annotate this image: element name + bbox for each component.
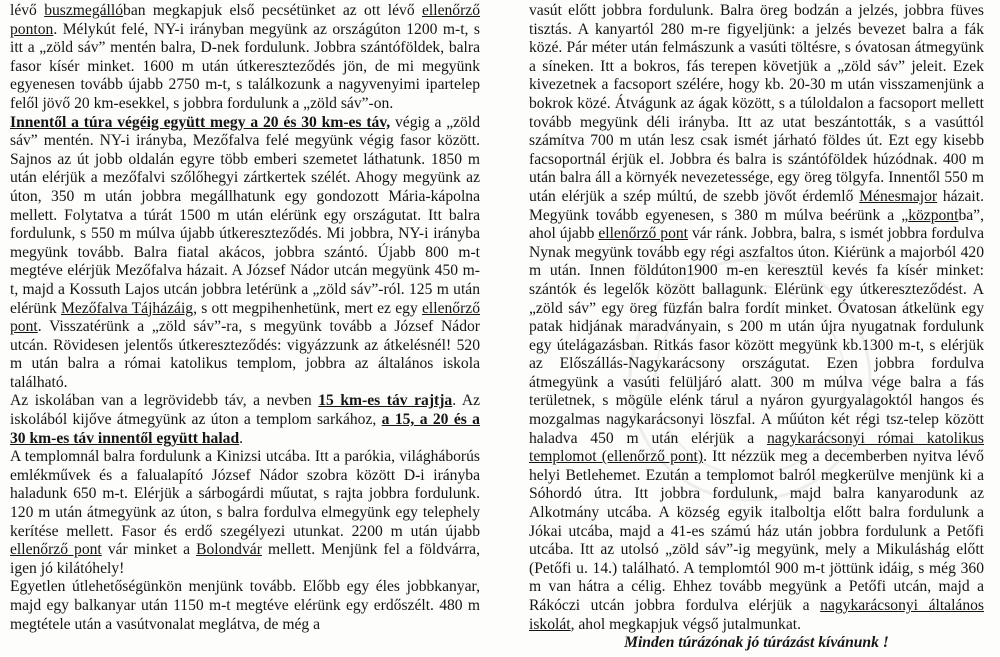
place-link: buszmegálló (44, 2, 124, 19)
text-span: . Az iskolából kijőve átmegyünk az úton a templom sarkához, (10, 392, 480, 429)
text-span: Az iskolában van a legrövidebb táv, a nevben (10, 392, 319, 410)
checkpoint-link: nagykarácsonyi római katolikus templomot (ellenőrző pont) (529, 429, 985, 466)
place-link: Mezőfalva Tájházáig (61, 299, 194, 317)
text-span: Egyetlen útlehetőségünkön menjünk tovább. Előbb egy éles jobbkanyar, majd egy balkanyar után 1150 m-t megtéve elérünk egy erdőszélt. 480 m megtétele után a vasútvonalat meglátva, de még a (10, 578, 480, 633)
text-span: mellett. Menjünk fel a földvárra, igen jó kilátóhely! (10, 541, 480, 577)
paragraph (529, 2, 984, 634)
text-span: lévő (10, 2, 45, 19)
checkpoint-link: ellenőrző ponton (10, 2, 480, 38)
text-span: végig a „zöld sáv” mentén. NY-i irányba, Mezőfalva felé megyünk végig fasor között. Sajnos az út jobb oldalán egyre több emberi szemetet láthatunk. 1850 m után elérjük a mezőfalvi szőlőhegyi zártkertek szélét. Ahogy megyünk az úton, 350 m után jobbra megállhatunk egy gondozott Mária-kápolna mellett. Folytatva a túrát 1500 m után elérünk egy országutat. Itt balra fordulunk, s 550 m múlva újabb útkereszteződés. Mi jobbra, NY-i irányba megyünk tovább. Balra fiatal akácos, jobbra szántó. Újabb 800 m-t megtéve elérjük Mezőfalva házait. A József Nádor utcán megyünk 450 m-t, majd a Kossuth Lajos utcán jobbra letérünk a „zöld sáv”-ról. 125 m után elérünk (10, 113, 480, 317)
text-span: . Mélykút felé, NY-i irányban megyünk az országúton 1200 m-t, s itt a „zöld sáv” mentén balra, D-nek fordulunk. Jobbra szántóföldek, balra fasor kísér minket. 1600 m után útkereszteződés jön, de mi megyünk egyenesen tovább újabb 2750 m-t, s találkozunk a nagyvenyimi ipartelep felől jövő 20 km-esekkel, s jobbra fordulunk a „zöld sáv”-on. (10, 20, 480, 112)
paragraph (10, 578, 480, 634)
text-span: vasút előtt jobbra fordulunk. Balra öreg bodzán a jelzés, jobbra füves tisztás. A kanyartól 280 m-re figyeljünk: a jelzés bevezet balra a fák közé. Pár méter után felmászunk a vasúti töltésre, s óvatosan átmegyünk a síneken. Itt a bokros, fás terepen követjük a „zöld sáv” jeleit. Ezek kivezetnek a facsoport szélére, hogy kb. 20-30 m után visszamenjünk a bokrok közé. Átvágunk az ágak között, s a túloldalon a facsoport mellett tovább megyünk déli irányba. Itt az utat beszántották, s a vasúttól számítva 700 m után lesz csak ismét járható földes út. Ezt egy kisebb facsoportnál érjük el. Jobbra és balra is szántóföldek húzódnak. 400 m után balra áll a környék nevezetessége, egy öreg tölgyfa. Innentől 550 m után elérjük a szép múltú, de szebb jövőt érdemlő (529, 2, 984, 205)
route-highlight: 15 km-es táv rajtja (318, 392, 453, 410)
text-span: . Visszatérünk a „zöld sáv”-ra, s megyünk tovább a József Nádor utcán. Rövidesen jelentős útkereszteződés: vigyázzunk az átkelésnél! 520 m után balra a római katolikus templom, jobbra az általános iskola található. (10, 318, 480, 391)
text-span: vár minket a (101, 541, 197, 559)
text-span: . (239, 429, 244, 447)
route-highlight: a 15, a 20 és a 30 km-es táv innentől együtt halad (10, 411, 480, 447)
paragraph (10, 114, 480, 393)
checkpoint-link: ellenőrző pont (598, 225, 689, 243)
checkpoint-link: ellenőrző pont (10, 541, 102, 559)
place-link: központ (908, 206, 959, 224)
route-highlight: Innentől a túra végéig együtt megy a 20 és 30 km-es táv, (10, 113, 391, 131)
place-link: Ménesmajor (859, 187, 938, 205)
closing-line: Minden túrázónak jó túrázást kívánunk ! (624, 634, 889, 652)
text-span: A templomnál balra fordulunk a Kinizsi utcába. Itt a parókia, világháborús emlékművek és a falualapító József Nádor szobra között D-i irányba haladunk 650 m-t. Elérjük a sárbogárdi műutat, s rajta jobbra fordulunk. 120 m után átmegyünk az úton, s balra fordulva elmegyünk egy telephely kerítése mellett. Fasor és erdő szegélyezi utunkat. 2200 m után újabb (10, 448, 480, 540)
place-link: Bolondvár (196, 541, 262, 559)
text-span: ban megkapjuk első pecsétünket az ott lévő (123, 2, 422, 19)
left-column (10, 2, 480, 634)
text-span: házait. Megyünk tovább egyenesen, s 380 m múlva beérünk a „ (529, 187, 984, 224)
text-span: , ahol megkapjuk végső jutalmunkat. (570, 615, 801, 633)
text-span: , s ott megpihenhetünk, mert ez egy (193, 299, 422, 317)
paragraph (10, 448, 480, 578)
text-span: ba”, ahol újabb (529, 206, 984, 243)
text-span: . Itt nézzük meg a decemberben nyitva lévő helyi Betlehemet. Ezután a templomot balról megkerülve menjünk ki a Sóhordó útra. Itt jobbra fordulunk, majd balra kanyarodunk az Alkotmány utcába. A község egyik italboltja előtt balra fordulunk a Jókai utcába, majd a 41-es számú ház után jobbra fordulunk a Petőfi utcába. Itt az utolsó „zöld sáv”-ig megyünk, mely a Mikuláshág előtt (Petőfi u. 14.) található. A templomtól 900 m-t jöttünk idáig, s még 360 m van hátra a célig. Ehhez tovább megyünk a Petőfi utcán, majd a Rákóczi utcán jobbra fordulva elérjük a (529, 448, 984, 614)
right-column (529, 2, 984, 653)
place-link: nagykarácsonyi általános iskolát (529, 597, 984, 633)
paragraph (10, 392, 480, 448)
checkpoint-link: ellenőrző pont (10, 299, 480, 336)
paragraph (10, 2, 480, 114)
text-span: vár ránk. Jobbra, balra, s ismét jobbra fordulva Nynak megyünk tovább egy régi aszfaltos úton. Kiérünk a majorból 420 m után. Innen földúton1900 m-en keresztül kevés fa kísér minket: szántók és legelők között ballagunk. Elérünk egy útkereszteződést. A „zöld sáv” egy öreg füzfán balra fordít minket. Óvatosan átkelünk egy patak hidjának maradványain, s 200 m után újra nyugatnak fordulunk egy útelágazásban. Ritkás fasor között megyünk kb.1300 m-t, s elérjük az Előszállás-Nagykarácsony országutat. Ezen jobbra fordulva átmegyünk a vasúti felüljáró alatt. 300 m múlva vége balra a fás területnek, s mögüle elénk tárul a nyáron gyurgyalagoktól hangos és mozgalmas nagykarácsonyi löszfal. A műúton két régi tsz-telep között haladva 450 m után elérjük a (529, 225, 984, 447)
